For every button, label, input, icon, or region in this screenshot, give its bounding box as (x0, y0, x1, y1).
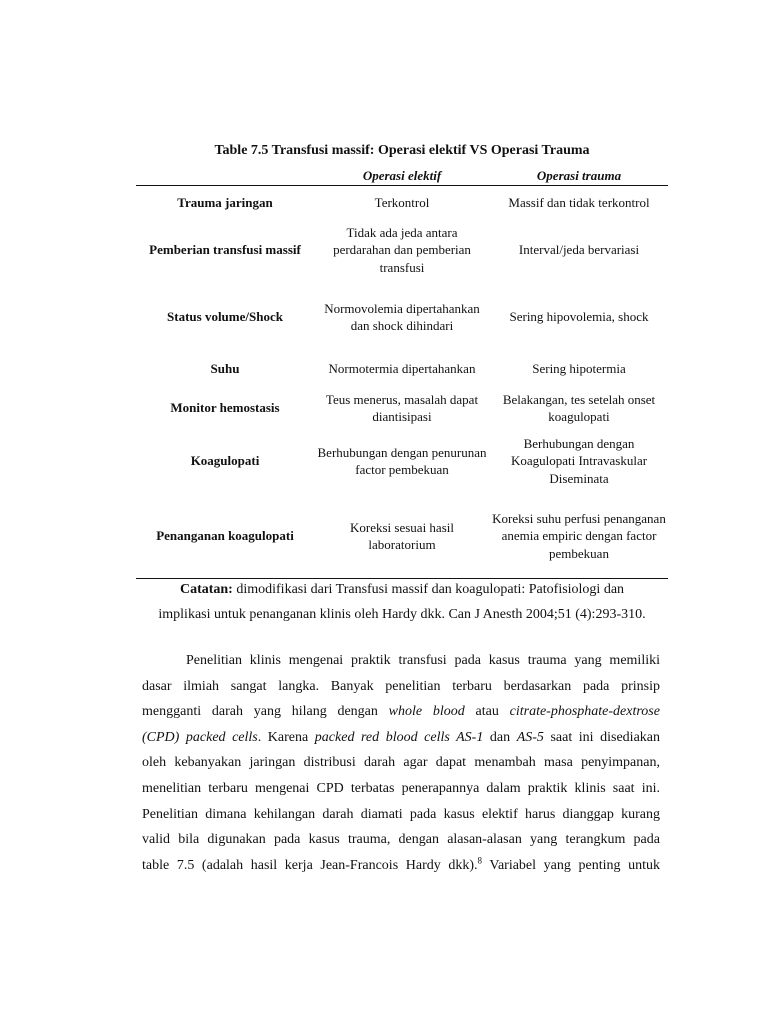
table-note-line-2: implikasi untuk penanganan klinis oleh Hardy dkk. Can J Anesth 2004;51 (4):293-310. (158, 607, 646, 622)
row-label: Trauma jaringan (177, 195, 273, 211)
table-bottom-rule (136, 578, 668, 579)
text-run: table 7.5 (adalah hasil kerja Jean-Francois Hardy dkk). (142, 857, 478, 873)
row-label: Suhu (210, 361, 240, 377)
italic-term: packed red blood cells AS-1 (314, 729, 484, 745)
paragraph-line: menelitian terbaru mengenai CPD terbatas penerapannya dalam praktik klinis saat ini. (142, 780, 660, 796)
text-run: saat ini disediakan (543, 729, 661, 745)
table-cell-trauma: Koreksi suhu perfusi penanganan anemia empiric dengan factor pembekuan (492, 510, 666, 561)
row-label: Status volume/Shock (167, 309, 283, 325)
italic-term: whole blood (388, 704, 465, 720)
row-label: Koagulopati (190, 453, 260, 469)
table-cell-elektif: Terkontrol (374, 195, 430, 211)
paragraph-line: valid bila digunakan pada kasus trauma, dengan alasan-alasan yang terangkum pada (142, 832, 660, 848)
text-run: Variabel yang penting untuk (482, 857, 660, 873)
table-cell-elektif: Teus menerus, masalah dapat diantisipasi (325, 391, 479, 424)
note-label: Catatan: (179, 582, 233, 597)
column-header-elektif: Operasi elektif (362, 168, 442, 183)
table-cell-trauma: Sering hipovolemia, shock (509, 309, 649, 325)
table-note-line-1 (136, 580, 668, 600)
italic-term: citrate-phosphate-dextrose (509, 704, 660, 720)
row-label: Pemberian transfusi massif (149, 242, 301, 258)
row-label: Penanganan koagulopati (156, 528, 294, 544)
citation-reference: 8 (477, 855, 483, 866)
paragraph-line: Penelitian klinis mengenai praktik transfusi pada kasus trauma yang memiliki (186, 653, 660, 668)
table-cell-trauma: Massif dan tidak terkontrol (508, 195, 650, 211)
table-cell-elektif: Tidak ada jeda antara perdarahan dan pemberian transfusi (333, 224, 471, 275)
row-label: Monitor hemostasis (170, 400, 280, 416)
table-cell-elektif: Normovolemia dipertahankan dan shock dihindari (324, 300, 480, 333)
table-cell-elektif: Koreksi sesuai hasil laboratorium (350, 519, 454, 552)
table-cell-trauma: Berhubungan dengan Koagulopati Intravaskular Diseminata (510, 435, 648, 486)
italic-term: (CPD) packed cells (142, 729, 258, 745)
text-run: dan (483, 729, 517, 745)
paragraph-line: Penelitian dimana kehilangan darah diamati pada kasus elektif harus dianggap kurang (142, 806, 660, 822)
table-cell-trauma: Sering hipotermia (532, 361, 626, 377)
column-header-trauma: Operasi trauma (536, 168, 622, 183)
table-cell-elektif: Normotermia dipertahankan (328, 361, 476, 377)
table-cell-trauma: Interval/jeda bervariasi (518, 242, 640, 258)
table-top-rule (136, 185, 668, 186)
paragraph-line (142, 853, 660, 879)
paragraph-line (142, 699, 660, 725)
table-cell-elektif: Berhubungan dengan penurunan factor pembekuan (317, 444, 487, 477)
text-run: atau (464, 704, 510, 720)
text-run: mengganti darah yang hilang dengan (142, 704, 389, 720)
italic-term: AS-5 (516, 729, 544, 745)
paragraph-line: oleh kebanyakan jaringan distribusi darah agar dapat menambah masa penyimpanan, (142, 755, 660, 771)
note-text: dimodifikasi dari Transfusi massif dan koagulopati: Patofisiologi dan (232, 582, 625, 597)
body-paragraph (142, 648, 660, 878)
table-caption: Table 7.5 Transfusi massif: Operasi elektif VS Operasi Trauma (214, 143, 590, 158)
text-run: . Karena (257, 729, 315, 745)
table-cell-trauma: Belakangan, tes setelah onset koagulopati (502, 391, 656, 424)
paragraph-line: dasar ilmiah sangat langka. Banyak penelitian terbaru berdasarkan pada prinsip (142, 678, 660, 694)
paragraph-line (142, 725, 660, 751)
